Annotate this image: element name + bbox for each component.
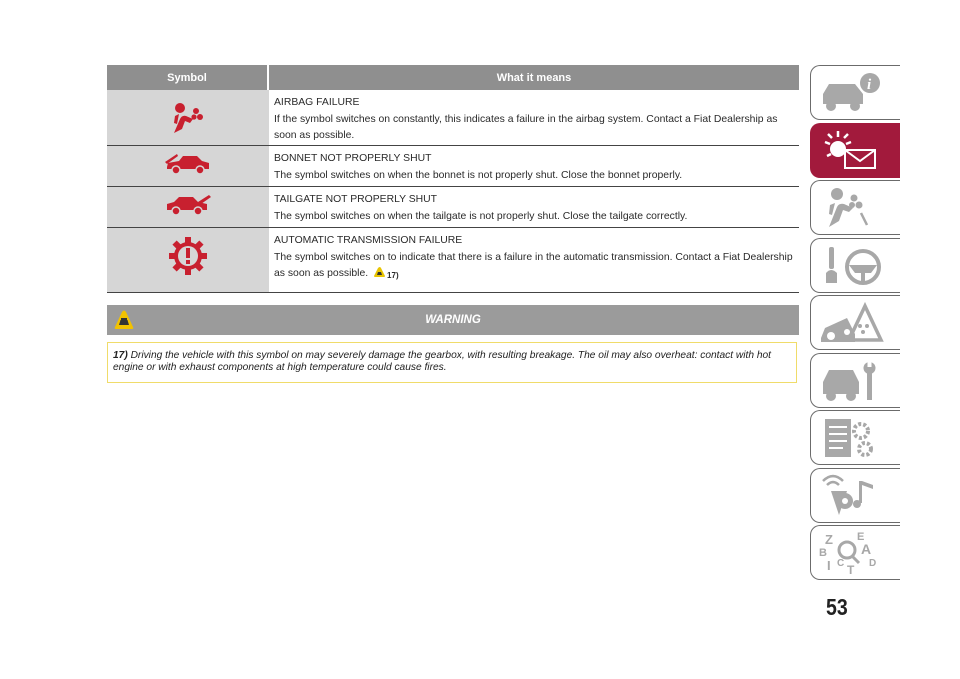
- svg-text:A: A: [861, 541, 872, 557]
- symbol-cell: [107, 187, 269, 227]
- transmission-failure-icon: [168, 236, 208, 276]
- tab-technical-data[interactable]: [810, 410, 900, 465]
- tab-driving[interactable]: [810, 238, 900, 293]
- row-title: BONNET NOT PROPERLY SHUT: [274, 153, 432, 164]
- maintenance-icon: [817, 358, 887, 404]
- svg-text:D: D: [869, 558, 877, 569]
- symbol-cell: [107, 228, 269, 292]
- symbol-cell: [107, 146, 269, 186]
- row-title: AIRBAG FAILURE: [274, 97, 360, 108]
- header-meaning: What it means: [496, 71, 572, 84]
- meaning-cell: [269, 228, 799, 292]
- tab-safety[interactable]: [810, 180, 900, 235]
- header-symbol: Symbol: [107, 65, 269, 90]
- chapter-tabs: [810, 65, 900, 583]
- warning-ref-icon: [373, 266, 386, 278]
- emergency-icon: [817, 300, 887, 346]
- tab-index[interactable]: [810, 525, 900, 580]
- svg-text:i: i: [867, 77, 872, 93]
- warning-text: Driving the vehicle with this symbol on may severely damage the gearbox, with resulting breakage. The oil may also overheat: contact with hot engine or with exhaust components at high temperature could cause fires.: [113, 350, 772, 373]
- technical-data-icon: [817, 415, 887, 461]
- warning-lights-icon: [817, 128, 887, 174]
- svg-text:B: B: [819, 547, 827, 559]
- table-row: [107, 90, 799, 146]
- multimedia-icon: [817, 473, 887, 519]
- table-row: [107, 187, 799, 228]
- tab-maintenance[interactable]: [810, 353, 900, 408]
- tab-car-info[interactable]: [810, 65, 900, 120]
- safety-icon: [817, 185, 887, 231]
- driving-icon: [817, 243, 887, 289]
- row-title: TAILGATE NOT PROPERLY SHUT: [274, 194, 438, 205]
- symbol-cell: [107, 90, 269, 145]
- page-number: 53: [826, 594, 848, 620]
- table-row: [107, 146, 799, 187]
- tab-warning-lights[interactable]: [810, 123, 900, 178]
- airbag-icon: [171, 102, 205, 134]
- warning-ref: 17): [113, 350, 128, 361]
- meaning-cell: [269, 90, 799, 145]
- tab-multimedia[interactable]: [810, 468, 900, 523]
- warning-lights-table: [107, 65, 799, 293]
- warning-title: WARNING: [425, 314, 481, 326]
- bonnet-open-icon: [165, 154, 211, 176]
- svg-text:Z: Z: [825, 532, 833, 547]
- tab-emergency[interactable]: [810, 295, 900, 350]
- meaning-cell: [269, 187, 799, 227]
- index-icon: [817, 530, 887, 576]
- row-title: AUTOMATIC TRANSMISSION FAILURE: [274, 235, 463, 246]
- warning-header: [107, 305, 799, 335]
- row-text: The symbol switches on when the tailgate is not properly shut. Close the tailgate correctly.: [274, 210, 688, 222]
- svg-text:I: I: [827, 558, 831, 573]
- row-text: The symbol switches on when the bonnet is not properly shut. Close the bonnet properly.: [274, 169, 683, 181]
- tailgate-open-icon: [165, 195, 211, 217]
- meaning-cell: [269, 146, 799, 186]
- svg-text:T: T: [847, 563, 855, 576]
- svg-text:E: E: [857, 531, 865, 543]
- table-row: [107, 228, 799, 293]
- row-text: If the symbol switches on constantly, this indicates a failure in the airbag system. Contact a Fiat Dealership as soon as possible.: [274, 113, 778, 141]
- car-info-icon: [817, 70, 887, 116]
- reference-number[interactable]: 17): [387, 271, 399, 280]
- table-header: [107, 65, 799, 90]
- svg-text:C: C: [837, 558, 845, 569]
- warning-box: [107, 342, 797, 383]
- row-text: The symbol switches on to indicate that there is a failure in the automatic transmission. Contact a Fiat Dealership as soon as possible.: [274, 251, 793, 279]
